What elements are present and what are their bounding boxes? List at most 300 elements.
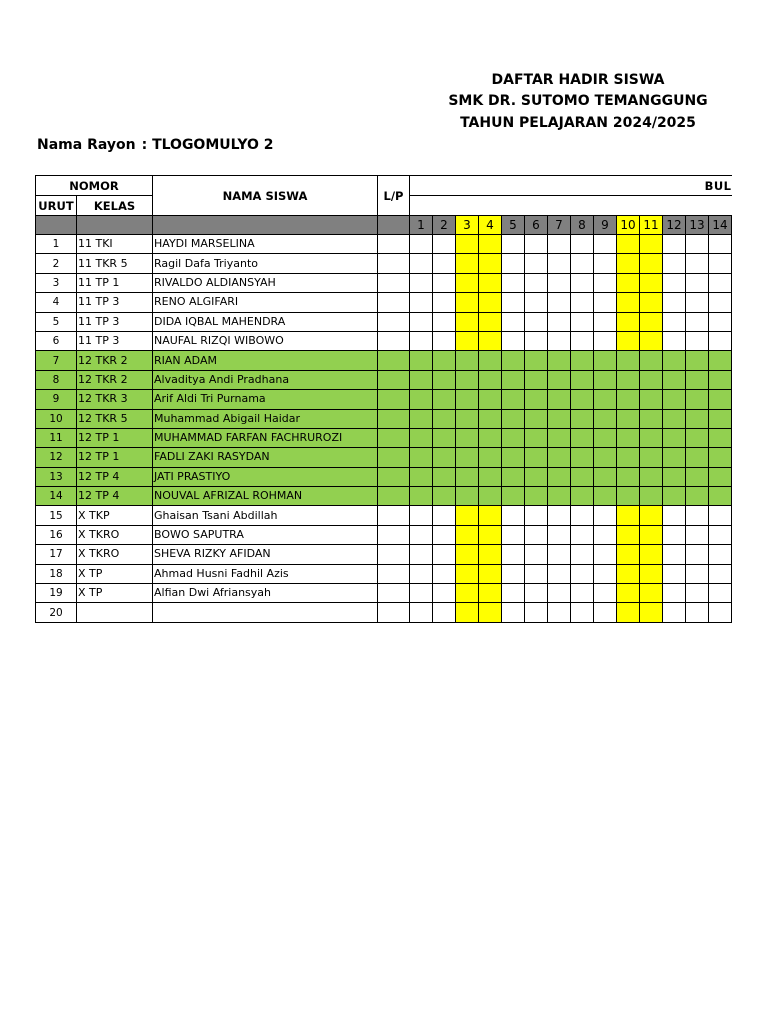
attendance-cell-day-3[interactable]: [456, 564, 479, 583]
attendance-cell-day-13[interactable]: [686, 390, 709, 409]
attendance-cell-day-6[interactable]: [525, 254, 548, 273]
attendance-cell-day-10[interactable]: [617, 525, 640, 544]
attendance-cell-day-9[interactable]: [594, 603, 617, 622]
attendance-cell-day-7[interactable]: [548, 584, 571, 603]
attendance-cell-day-13[interactable]: [686, 351, 709, 370]
student-name-cell[interactable]: Muhammad Abigail Haidar: [153, 409, 378, 428]
gender-cell[interactable]: [378, 235, 410, 254]
attendance-cell-day-2[interactable]: [433, 564, 456, 583]
attendance-cell-day-8[interactable]: [571, 235, 594, 254]
attendance-cell-day-2[interactable]: [433, 428, 456, 447]
attendance-cell-day-6[interactable]: [525, 390, 548, 409]
gender-cell[interactable]: [378, 293, 410, 312]
attendance-cell-day-2[interactable]: [433, 506, 456, 525]
attendance-cell-day-3[interactable]: [456, 603, 479, 622]
attendance-cell-day-3[interactable]: [456, 506, 479, 525]
attendance-cell-day-14[interactable]: [709, 235, 732, 254]
attendance-cell-day-10[interactable]: [617, 467, 640, 486]
attendance-cell-day-14[interactable]: [709, 564, 732, 583]
attendance-cell-day-1[interactable]: [410, 428, 433, 447]
attendance-cell-day-3[interactable]: [456, 331, 479, 350]
attendance-cell-day-9[interactable]: [594, 273, 617, 292]
attendance-cell-day-6[interactable]: [525, 273, 548, 292]
attendance-cell-day-7[interactable]: [548, 409, 571, 428]
attendance-cell-day-14[interactable]: [709, 467, 732, 486]
attendance-cell-day-13[interactable]: [686, 467, 709, 486]
attendance-cell-day-14[interactable]: [709, 545, 732, 564]
attendance-cell-day-6[interactable]: [525, 293, 548, 312]
attendance-cell-day-10[interactable]: [617, 603, 640, 622]
gender-cell[interactable]: [378, 487, 410, 506]
attendance-cell-day-1[interactable]: [410, 409, 433, 428]
gender-cell[interactable]: [378, 351, 410, 370]
student-name-cell[interactable]: FADLI ZAKI RASYDAN: [153, 448, 378, 467]
attendance-cell-day-13[interactable]: [686, 487, 709, 506]
attendance-cell-day-13[interactable]: [686, 293, 709, 312]
attendance-cell-day-13[interactable]: [686, 584, 709, 603]
student-name-cell[interactable]: DIDA IQBAL MAHENDRA: [153, 312, 378, 331]
attendance-cell-day-7[interactable]: [548, 312, 571, 331]
attendance-cell-day-7[interactable]: [548, 487, 571, 506]
class-cell[interactable]: [77, 603, 153, 622]
attendance-cell-day-2[interactable]: [433, 235, 456, 254]
student-name-cell[interactable]: MUHAMMAD FARFAN FACHRUROZI: [153, 428, 378, 447]
attendance-cell-day-9[interactable]: [594, 487, 617, 506]
attendance-cell-day-7[interactable]: [548, 467, 571, 486]
attendance-cell-day-4[interactable]: [479, 235, 502, 254]
attendance-cell-day-11[interactable]: [640, 506, 663, 525]
attendance-cell-day-13[interactable]: [686, 254, 709, 273]
gender-cell[interactable]: [378, 448, 410, 467]
gender-cell[interactable]: [378, 603, 410, 622]
attendance-cell-day-7[interactable]: [548, 390, 571, 409]
class-cell[interactable]: 12 TKR 5: [77, 409, 153, 428]
attendance-cell-day-13[interactable]: [686, 235, 709, 254]
attendance-cell-day-2[interactable]: [433, 409, 456, 428]
gender-cell[interactable]: [378, 273, 410, 292]
attendance-cell-day-4[interactable]: [479, 545, 502, 564]
class-cell[interactable]: X TKRO: [77, 545, 153, 564]
attendance-cell-day-1[interactable]: [410, 370, 433, 389]
student-name-cell[interactable]: Ragil Dafa Triyanto: [153, 254, 378, 273]
attendance-cell-day-12[interactable]: [663, 564, 686, 583]
attendance-cell-day-8[interactable]: [571, 390, 594, 409]
attendance-cell-day-13[interactable]: [686, 448, 709, 467]
student-name-cell[interactable]: Ghaisan Tsani Abdillah: [153, 506, 378, 525]
attendance-cell-day-6[interactable]: [525, 603, 548, 622]
attendance-cell-day-5[interactable]: [502, 564, 525, 583]
attendance-cell-day-14[interactable]: [709, 312, 732, 331]
attendance-cell-day-3[interactable]: [456, 293, 479, 312]
attendance-cell-day-9[interactable]: [594, 293, 617, 312]
student-name-cell[interactable]: Arif Aldi Tri Purnama: [153, 390, 378, 409]
class-cell[interactable]: 12 TP 1: [77, 448, 153, 467]
attendance-cell-day-13[interactable]: [686, 370, 709, 389]
attendance-cell-day-8[interactable]: [571, 273, 594, 292]
attendance-cell-day-10[interactable]: [617, 351, 640, 370]
attendance-cell-day-6[interactable]: [525, 564, 548, 583]
attendance-cell-day-11[interactable]: [640, 370, 663, 389]
attendance-cell-day-10[interactable]: [617, 235, 640, 254]
attendance-cell-day-3[interactable]: [456, 312, 479, 331]
attendance-cell-day-6[interactable]: [525, 467, 548, 486]
attendance-cell-day-4[interactable]: [479, 448, 502, 467]
attendance-cell-day-8[interactable]: [571, 409, 594, 428]
attendance-cell-day-10[interactable]: [617, 254, 640, 273]
attendance-cell-day-8[interactable]: [571, 506, 594, 525]
attendance-cell-day-9[interactable]: [594, 525, 617, 544]
attendance-cell-day-4[interactable]: [479, 506, 502, 525]
attendance-cell-day-5[interactable]: [502, 428, 525, 447]
attendance-cell-day-9[interactable]: [594, 564, 617, 583]
class-cell[interactable]: X TKRO: [77, 525, 153, 544]
attendance-cell-day-8[interactable]: [571, 603, 594, 622]
attendance-cell-day-2[interactable]: [433, 370, 456, 389]
attendance-cell-day-4[interactable]: [479, 428, 502, 447]
attendance-cell-day-7[interactable]: [548, 254, 571, 273]
attendance-cell-day-12[interactable]: [663, 603, 686, 622]
attendance-cell-day-4[interactable]: [479, 487, 502, 506]
attendance-cell-day-8[interactable]: [571, 370, 594, 389]
attendance-cell-day-4[interactable]: [479, 254, 502, 273]
gender-cell[interactable]: [378, 545, 410, 564]
gender-cell[interactable]: [378, 390, 410, 409]
attendance-cell-day-6[interactable]: [525, 487, 548, 506]
attendance-cell-day-10[interactable]: [617, 506, 640, 525]
attendance-cell-day-11[interactable]: [640, 564, 663, 583]
gender-cell[interactable]: [378, 312, 410, 331]
attendance-cell-day-10[interactable]: [617, 448, 640, 467]
attendance-cell-day-5[interactable]: [502, 448, 525, 467]
attendance-cell-day-12[interactable]: [663, 293, 686, 312]
attendance-cell-day-9[interactable]: [594, 409, 617, 428]
attendance-cell-day-1[interactable]: [410, 603, 433, 622]
attendance-cell-day-9[interactable]: [594, 312, 617, 331]
attendance-cell-day-10[interactable]: [617, 312, 640, 331]
attendance-cell-day-11[interactable]: [640, 293, 663, 312]
attendance-cell-day-9[interactable]: [594, 370, 617, 389]
class-cell[interactable]: 11 TKI: [77, 235, 153, 254]
attendance-cell-day-6[interactable]: [525, 584, 548, 603]
attendance-cell-day-2[interactable]: [433, 331, 456, 350]
attendance-cell-day-4[interactable]: [479, 390, 502, 409]
attendance-cell-day-12[interactable]: [663, 370, 686, 389]
attendance-cell-day-2[interactable]: [433, 273, 456, 292]
attendance-cell-day-6[interactable]: [525, 428, 548, 447]
attendance-cell-day-5[interactable]: [502, 506, 525, 525]
attendance-cell-day-7[interactable]: [548, 448, 571, 467]
attendance-cell-day-8[interactable]: [571, 564, 594, 583]
attendance-cell-day-2[interactable]: [433, 448, 456, 467]
attendance-cell-day-9[interactable]: [594, 545, 617, 564]
attendance-cell-day-9[interactable]: [594, 428, 617, 447]
attendance-cell-day-9[interactable]: [594, 351, 617, 370]
attendance-cell-day-14[interactable]: [709, 273, 732, 292]
gender-cell[interactable]: [378, 409, 410, 428]
attendance-cell-day-3[interactable]: [456, 273, 479, 292]
attendance-cell-day-5[interactable]: [502, 370, 525, 389]
attendance-cell-day-1[interactable]: [410, 273, 433, 292]
attendance-cell-day-5[interactable]: [502, 312, 525, 331]
attendance-cell-day-6[interactable]: [525, 370, 548, 389]
attendance-cell-day-1[interactable]: [410, 525, 433, 544]
attendance-cell-day-8[interactable]: [571, 312, 594, 331]
attendance-cell-day-6[interactable]: [525, 448, 548, 467]
class-cell[interactable]: X TKP: [77, 506, 153, 525]
attendance-cell-day-8[interactable]: [571, 428, 594, 447]
class-cell[interactable]: 11 TP 3: [77, 312, 153, 331]
attendance-cell-day-4[interactable]: [479, 312, 502, 331]
attendance-cell-day-10[interactable]: [617, 545, 640, 564]
attendance-cell-day-12[interactable]: [663, 351, 686, 370]
attendance-cell-day-12[interactable]: [663, 467, 686, 486]
attendance-cell-day-9[interactable]: [594, 584, 617, 603]
attendance-cell-day-3[interactable]: [456, 584, 479, 603]
attendance-cell-day-8[interactable]: [571, 467, 594, 486]
attendance-cell-day-7[interactable]: [548, 370, 571, 389]
attendance-cell-day-9[interactable]: [594, 506, 617, 525]
attendance-cell-day-7[interactable]: [548, 235, 571, 254]
attendance-cell-day-14[interactable]: [709, 603, 732, 622]
attendance-cell-day-13[interactable]: [686, 525, 709, 544]
attendance-cell-day-5[interactable]: [502, 409, 525, 428]
attendance-cell-day-8[interactable]: [571, 331, 594, 350]
attendance-cell-day-4[interactable]: [479, 370, 502, 389]
attendance-cell-day-12[interactable]: [663, 506, 686, 525]
attendance-cell-day-13[interactable]: [686, 564, 709, 583]
attendance-cell-day-6[interactable]: [525, 545, 548, 564]
attendance-cell-day-2[interactable]: [433, 390, 456, 409]
attendance-cell-day-8[interactable]: [571, 448, 594, 467]
attendance-cell-day-4[interactable]: [479, 351, 502, 370]
attendance-cell-day-7[interactable]: [548, 545, 571, 564]
class-cell[interactable]: 12 TKR 3: [77, 390, 153, 409]
class-cell[interactable]: 11 TP 3: [77, 331, 153, 350]
attendance-cell-day-11[interactable]: [640, 254, 663, 273]
attendance-cell-day-2[interactable]: [433, 525, 456, 544]
attendance-cell-day-4[interactable]: [479, 564, 502, 583]
attendance-cell-day-14[interactable]: [709, 428, 732, 447]
attendance-cell-day-5[interactable]: [502, 351, 525, 370]
attendance-cell-day-6[interactable]: [525, 409, 548, 428]
attendance-cell-day-3[interactable]: [456, 487, 479, 506]
attendance-cell-day-11[interactable]: [640, 448, 663, 467]
attendance-cell-day-1[interactable]: [410, 506, 433, 525]
student-name-cell[interactable]: NAUFAL RIZQI WIBOWO: [153, 331, 378, 350]
attendance-cell-day-9[interactable]: [594, 390, 617, 409]
attendance-cell-day-12[interactable]: [663, 390, 686, 409]
attendance-cell-day-11[interactable]: [640, 467, 663, 486]
attendance-cell-day-5[interactable]: [502, 545, 525, 564]
student-name-cell[interactable]: NOUVAL AFRIZAL ROHMAN: [153, 487, 378, 506]
student-name-cell[interactable]: [153, 603, 378, 622]
attendance-cell-day-1[interactable]: [410, 390, 433, 409]
attendance-cell-day-5[interactable]: [502, 467, 525, 486]
attendance-cell-day-8[interactable]: [571, 254, 594, 273]
attendance-cell-day-2[interactable]: [433, 487, 456, 506]
attendance-cell-day-11[interactable]: [640, 487, 663, 506]
class-cell[interactable]: X TP: [77, 564, 153, 583]
attendance-cell-day-5[interactable]: [502, 525, 525, 544]
attendance-cell-day-12[interactable]: [663, 428, 686, 447]
student-name-cell[interactable]: RENO ALGIFARI: [153, 293, 378, 312]
attendance-cell-day-11[interactable]: [640, 235, 663, 254]
attendance-cell-day-1[interactable]: [410, 584, 433, 603]
attendance-cell-day-4[interactable]: [479, 603, 502, 622]
attendance-cell-day-1[interactable]: [410, 487, 433, 506]
attendance-cell-day-11[interactable]: [640, 351, 663, 370]
attendance-cell-day-5[interactable]: [502, 331, 525, 350]
attendance-cell-day-13[interactable]: [686, 331, 709, 350]
gender-cell[interactable]: [378, 331, 410, 350]
attendance-cell-day-8[interactable]: [571, 293, 594, 312]
attendance-cell-day-8[interactable]: [571, 487, 594, 506]
attendance-cell-day-11[interactable]: [640, 390, 663, 409]
student-name-cell[interactable]: Alfian Dwi Afriansyah: [153, 584, 378, 603]
attendance-cell-day-7[interactable]: [548, 564, 571, 583]
attendance-cell-day-1[interactable]: [410, 351, 433, 370]
student-name-cell[interactable]: HAYDI MARSELINA: [153, 235, 378, 254]
attendance-cell-day-8[interactable]: [571, 545, 594, 564]
attendance-cell-day-5[interactable]: [502, 487, 525, 506]
attendance-cell-day-3[interactable]: [456, 370, 479, 389]
attendance-cell-day-7[interactable]: [548, 293, 571, 312]
attendance-cell-day-13[interactable]: [686, 428, 709, 447]
attendance-cell-day-2[interactable]: [433, 467, 456, 486]
attendance-cell-day-3[interactable]: [456, 390, 479, 409]
attendance-cell-day-12[interactable]: [663, 525, 686, 544]
attendance-cell-day-4[interactable]: [479, 331, 502, 350]
attendance-cell-day-4[interactable]: [479, 467, 502, 486]
attendance-cell-day-6[interactable]: [525, 351, 548, 370]
gender-cell[interactable]: [378, 254, 410, 273]
gender-cell[interactable]: [378, 370, 410, 389]
attendance-cell-day-13[interactable]: [686, 506, 709, 525]
class-cell[interactable]: 11 TP 1: [77, 273, 153, 292]
gender-cell[interactable]: [378, 564, 410, 583]
attendance-cell-day-10[interactable]: [617, 331, 640, 350]
attendance-cell-day-11[interactable]: [640, 331, 663, 350]
attendance-cell-day-11[interactable]: [640, 312, 663, 331]
attendance-cell-day-4[interactable]: [479, 525, 502, 544]
attendance-cell-day-11[interactable]: [640, 584, 663, 603]
class-cell[interactable]: 12 TP 4: [77, 467, 153, 486]
attendance-cell-day-11[interactable]: [640, 409, 663, 428]
attendance-cell-day-5[interactable]: [502, 235, 525, 254]
attendance-cell-day-14[interactable]: [709, 506, 732, 525]
attendance-cell-day-8[interactable]: [571, 351, 594, 370]
attendance-cell-day-11[interactable]: [640, 273, 663, 292]
attendance-cell-day-14[interactable]: [709, 370, 732, 389]
attendance-cell-day-3[interactable]: [456, 254, 479, 273]
attendance-cell-day-14[interactable]: [709, 254, 732, 273]
attendance-cell-day-4[interactable]: [479, 293, 502, 312]
attendance-cell-day-6[interactable]: [525, 506, 548, 525]
attendance-cell-day-3[interactable]: [456, 351, 479, 370]
attendance-cell-day-3[interactable]: [456, 235, 479, 254]
attendance-cell-day-7[interactable]: [548, 273, 571, 292]
attendance-cell-day-13[interactable]: [686, 312, 709, 331]
attendance-cell-day-14[interactable]: [709, 448, 732, 467]
attendance-cell-day-10[interactable]: [617, 390, 640, 409]
attendance-cell-day-10[interactable]: [617, 293, 640, 312]
attendance-cell-day-2[interactable]: [433, 584, 456, 603]
attendance-cell-day-7[interactable]: [548, 428, 571, 447]
class-cell[interactable]: 12 TKR 2: [77, 370, 153, 389]
attendance-cell-day-8[interactable]: [571, 584, 594, 603]
student-name-cell[interactable]: SHEVA RIZKY AFIDAN: [153, 545, 378, 564]
attendance-cell-day-14[interactable]: [709, 525, 732, 544]
attendance-cell-day-1[interactable]: [410, 448, 433, 467]
attendance-cell-day-1[interactable]: [410, 545, 433, 564]
class-cell[interactable]: 11 TKR 5: [77, 254, 153, 273]
attendance-cell-day-10[interactable]: [617, 273, 640, 292]
attendance-cell-day-1[interactable]: [410, 293, 433, 312]
attendance-cell-day-12[interactable]: [663, 331, 686, 350]
attendance-cell-day-6[interactable]: [525, 525, 548, 544]
attendance-cell-day-13[interactable]: [686, 545, 709, 564]
attendance-cell-day-12[interactable]: [663, 584, 686, 603]
attendance-cell-day-9[interactable]: [594, 235, 617, 254]
attendance-cell-day-12[interactable]: [663, 273, 686, 292]
student-name-cell[interactable]: Alvaditya Andi Pradhana: [153, 370, 378, 389]
attendance-cell-day-6[interactable]: [525, 331, 548, 350]
attendance-cell-day-1[interactable]: [410, 312, 433, 331]
attendance-cell-day-7[interactable]: [548, 351, 571, 370]
attendance-cell-day-5[interactable]: [502, 390, 525, 409]
attendance-cell-day-7[interactable]: [548, 331, 571, 350]
gender-cell[interactable]: [378, 467, 410, 486]
student-name-cell[interactable]: RIVALDO ALDIANSYAH: [153, 273, 378, 292]
class-cell[interactable]: 11 TP 3: [77, 293, 153, 312]
attendance-cell-day-6[interactable]: [525, 312, 548, 331]
attendance-cell-day-5[interactable]: [502, 254, 525, 273]
attendance-cell-day-2[interactable]: [433, 293, 456, 312]
class-cell[interactable]: X TP: [77, 584, 153, 603]
attendance-cell-day-10[interactable]: [617, 564, 640, 583]
attendance-cell-day-12[interactable]: [663, 487, 686, 506]
attendance-cell-day-11[interactable]: [640, 428, 663, 447]
attendance-cell-day-7[interactable]: [548, 525, 571, 544]
attendance-cell-day-12[interactable]: [663, 545, 686, 564]
student-name-cell[interactable]: JATI PRASTIYO: [153, 467, 378, 486]
student-name-cell[interactable]: BOWO SAPUTRA: [153, 525, 378, 544]
attendance-cell-day-3[interactable]: [456, 467, 479, 486]
gender-cell[interactable]: [378, 525, 410, 544]
attendance-cell-day-1[interactable]: [410, 254, 433, 273]
attendance-cell-day-8[interactable]: [571, 525, 594, 544]
attendance-cell-day-1[interactable]: [410, 564, 433, 583]
attendance-cell-day-2[interactable]: [433, 603, 456, 622]
attendance-cell-day-14[interactable]: [709, 584, 732, 603]
attendance-cell-day-1[interactable]: [410, 467, 433, 486]
attendance-cell-day-3[interactable]: [456, 545, 479, 564]
attendance-cell-day-14[interactable]: [709, 331, 732, 350]
attendance-cell-day-9[interactable]: [594, 448, 617, 467]
gender-cell[interactable]: [378, 506, 410, 525]
attendance-cell-day-1[interactable]: [410, 235, 433, 254]
attendance-cell-day-3[interactable]: [456, 428, 479, 447]
attendance-cell-day-11[interactable]: [640, 545, 663, 564]
attendance-cell-day-10[interactable]: [617, 487, 640, 506]
class-cell[interactable]: 12 TP 1: [77, 428, 153, 447]
attendance-cell-day-9[interactable]: [594, 254, 617, 273]
attendance-cell-day-13[interactable]: [686, 603, 709, 622]
attendance-cell-day-5[interactable]: [502, 584, 525, 603]
attendance-cell-day-5[interactable]: [502, 603, 525, 622]
attendance-cell-day-12[interactable]: [663, 235, 686, 254]
attendance-cell-day-4[interactable]: [479, 584, 502, 603]
